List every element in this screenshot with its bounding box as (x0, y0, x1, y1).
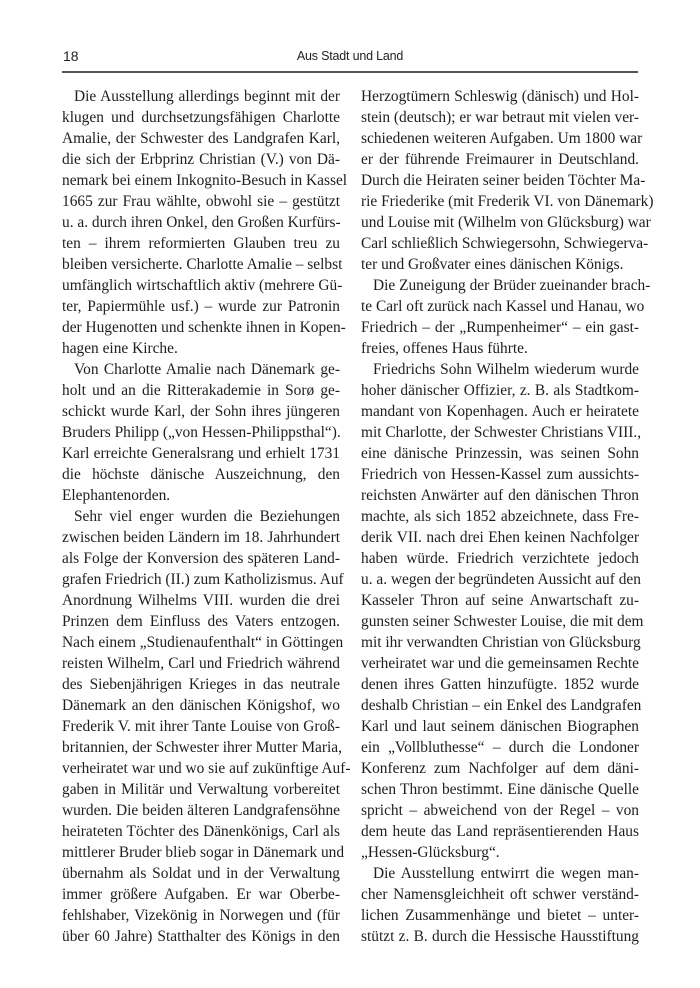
text-line: Nach einem „Studienaufenthalt“ in Göttingen (62, 634, 344, 651)
text-line: reichsten Anwärter auf den dänischen Thron (361, 487, 639, 504)
text-line: Amalie, der Schwester des Landgrafen Karl, (62, 130, 340, 147)
text-line: rie Friederike (mit Frederik VI. von Dänemark) (361, 193, 654, 210)
text-line: lichen Zusammenhänge und bietet – unter- (361, 907, 639, 924)
text-line: Karl erreichte Generalsrang und erhielt 1731 (62, 445, 340, 462)
text-line: verheiratet war und die gemeinsamen Rechte (361, 655, 639, 672)
text-line: Karl und laut seinem dänischen Biographen (361, 718, 639, 735)
text-line: Frederik V. mit ihrer Tante Louise von Groß- (62, 718, 340, 735)
text-line: Konferenz zum Nachfolger auf dem däni- (361, 760, 639, 777)
text-line: fehlshaber, Vizekönig in Norwegen und (für (62, 907, 340, 924)
text-line: holt und an die Ritterakademie in Sorø ge- (62, 382, 340, 399)
text-line: Die Zuneigung der Brüder zueinander brach- (373, 277, 651, 294)
text-line: ein „Vollbluthesse“ – durch die Londoner (361, 739, 639, 756)
text-line: eine dänische Prinzessin, was seinen Sohn (361, 445, 639, 462)
text-line: Kasseler Thron auf seine Anwartschaft zu- (361, 592, 639, 609)
text-line: hagen eine Kirche. (62, 340, 178, 357)
text-line: Dänemark an den dänischen Königshof, wo (62, 697, 340, 714)
text-line: gunsten seiner Schwester Louise, die mit dem (361, 613, 644, 630)
text-line: reisten Wilhelm, Carl und Friedrich während (62, 655, 340, 672)
text-line: über 60 Jahre) Statthalter des Königs in den (62, 928, 340, 945)
text-line: Friedrich – der „Rumpenheimer“ – ein gast- (361, 319, 639, 336)
text-line: stein (deutsch); er war betraut mit vielen ver- (361, 109, 639, 126)
text-line: und Louise mit (Wilhelm von Glücksburg) war (361, 214, 651, 231)
page-header (62, 46, 638, 68)
text-line: Prinzen dem Einfluss des Vaters entzogen. (62, 613, 340, 630)
text-line: u. a. durch ihren Onkel, den Großen Kurfürs- (62, 214, 341, 231)
text-line: machte, als sich 1852 abzeichnete, dass Fre- (361, 508, 639, 525)
text-line: denen ihres Gatten hinzufügte. 1852 wurde (361, 676, 639, 693)
text-line: 1665 zur Frau wählte, obwohl sie – gestützt (62, 193, 340, 210)
text-line: der Hugenotten und schenkte ihnen in Kopen- (62, 319, 346, 336)
text-line: Die Ausstellung entwirrt die wegen man- (373, 865, 639, 882)
text-line: bleiben versicherte. Charlotte Amalie – selbst (62, 256, 343, 273)
text-line: „Hessen-Glücksburg“. (361, 844, 500, 861)
right-column (361, 86, 654, 947)
text-line: ten – ihrem reformierten Glauben treu zu (62, 235, 340, 252)
text-line: mit ihr verwandten Christian von Glücksburg (361, 634, 641, 651)
text-line: Herzogtümern Schleswig (dänisch) und Hol- (361, 88, 639, 105)
text-line: stützt z. B. durch die Hessische Hausstiftung (361, 928, 639, 945)
text-line: te Carl oft zurück nach Kassel und Hanau, wo (361, 298, 645, 315)
running-title: Aus Stadt und Land (296, 49, 404, 63)
text-line: ter, Papiermühle usf.) – wurde zur Patronin (62, 298, 340, 315)
text-line: cher Namensgleichheit oft schwer verständ- (361, 886, 639, 903)
text-line: verheiratet war und wo sie auf zukünftige Auf- (62, 760, 351, 777)
left-column (62, 86, 351, 947)
text-line: wurden. Die beiden älteren Landgrafensöhne (62, 802, 340, 819)
text-line: schiedenen weiteren Aufgaben. Um 1800 war (361, 130, 643, 147)
text-line: klugen und durchsetzungsfähigen Charlotte (62, 109, 340, 126)
text-line: Carl schließlich Schwiegersohn, Schwiegerva- (361, 235, 649, 252)
text-line: mit Charlotte, der Schwester Christians VIII., (361, 424, 642, 441)
text-line: Die Ausstellung allerdings beginnt mit der (74, 88, 340, 105)
text-line: zwischen beiden Ländern im 18. Jahrhundert (62, 529, 340, 546)
text-line: grafen Friedrich (II.) zum Katholizismus. Auf (62, 571, 344, 588)
text-line: Friedrich von Hessen-Kassel zum aussichts- (361, 466, 639, 483)
text-line: die sich der Erbprinz Christian (V.) von Dä- (62, 151, 340, 168)
text-line: dem heute das Land repräsentierenden Haus (361, 823, 639, 840)
text-line: die höchste dänische Auszeichnung, den (62, 466, 340, 483)
text-line: spricht – abweichend von der Regel – von (361, 802, 639, 819)
text-line: deshalb Christian – ein Enkel des Landgrafen (361, 697, 642, 714)
text-line: Elephantenorden. (62, 487, 171, 504)
text-line: mandant von Kopenhagen. Auch er heiratete (361, 403, 639, 420)
text-line: mittlerer Bruder blieb sogar in Dänemark und (62, 844, 345, 861)
text-line: übernahm als Soldat und in der Verwaltung (62, 865, 340, 882)
page-number: 18 (63, 48, 79, 64)
text-line: Durch die Heiraten seiner beiden Töchter Ma- (361, 172, 646, 189)
text-line: immer größere Aufgaben. Er war Oberbe- (62, 886, 340, 903)
text-line: Sehr viel enger wurden die Beziehungen (74, 508, 340, 525)
text-line: hoher dänischer Offizier, z. B. als Stadtkom- (361, 382, 639, 399)
text-line: haben würde. Friedrich verzichtete jedoch (361, 550, 639, 567)
text-line: u. a. wegen der begründeten Aussicht auf den (361, 571, 641, 588)
text-line: gaben in Militär und Verwaltung vorbereitet (62, 781, 340, 798)
text-line: Bruders Philipp („von Hessen-Philippsthal“). (62, 424, 341, 441)
text-line: schickt wurde Karl, der Sohn ihres jüngeren (62, 403, 340, 420)
text-line: als Folge der Konversion des späteren Land- (62, 550, 340, 567)
text-line: er der führende Freimaurer in Deutschland. (361, 151, 639, 168)
text-line: des Siebenjährigen Krieges in das neutrale (62, 676, 340, 693)
text-line: Anordnung Wilhelms VIII. wurden die drei (62, 592, 340, 609)
text-line: heirateten Töchter des Dänenkönigs, Carl als (62, 823, 340, 840)
text-line: freies, offenes Haus führte. (361, 340, 528, 357)
text-line: schen Thron bestimmt. Eine dänische Quelle (361, 781, 639, 798)
header-rule (62, 71, 638, 73)
text-line: ter und Großvater eines dänischen Königs. (361, 256, 624, 273)
text-line: derik VII. nach drei Ehen keinen Nachfolger (361, 529, 639, 546)
text-line: britannien, der Schwester ihrer Mutter Maria, (62, 739, 342, 756)
text-line: nemark bei einem Inkognito-Besuch in Kassel (62, 172, 348, 189)
text-line: umfänglich wirtschaftlich aktiv (mehrere Gü- (62, 277, 343, 294)
text-line: Von Charlotte Amalie nach Dänemark ge- (74, 361, 340, 378)
text-line: Friedrichs Sohn Wilhelm wiederum wurde (373, 361, 639, 378)
